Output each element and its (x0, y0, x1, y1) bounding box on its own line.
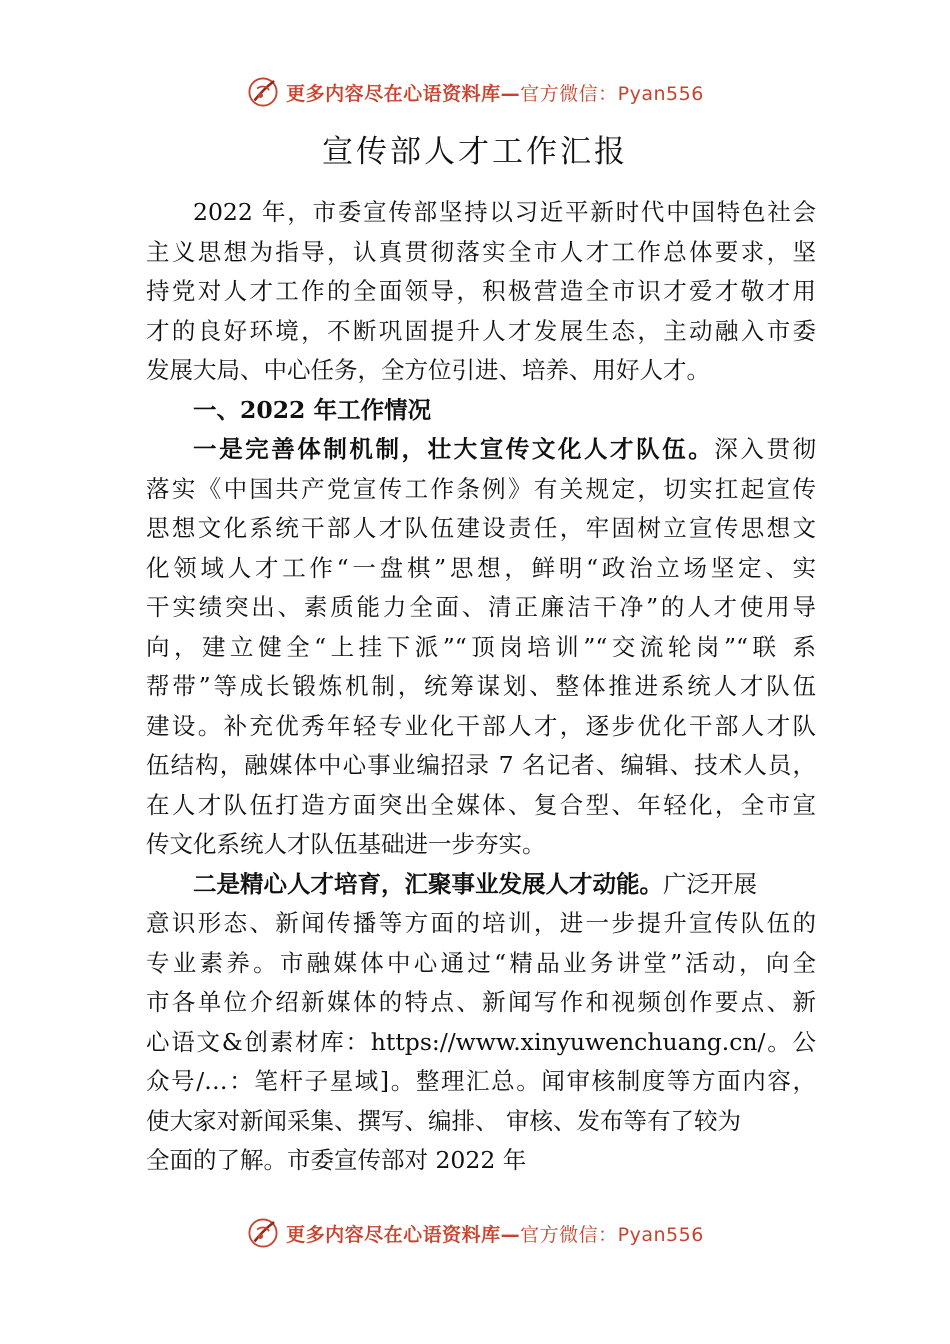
text-line (146, 430, 816, 470)
document-title: 宣传部人才工作汇报 (322, 134, 628, 170)
text-line: 众号/…：笔杆子星域]。整理汇总。闻审核制度等方面内容， (146, 1067, 816, 1095)
text-line: 向，建立健全“上挂下派”“顶岗培训”“交流轮岗”“联 系 (146, 632, 816, 661)
document-body (146, 193, 816, 1181)
line-rest: 广泛开展 (663, 869, 757, 898)
text-line: 主义思想为指导，认真贯彻落实全市人才工作总体要求，坚 (146, 237, 816, 266)
header-watermark-banner (0, 72, 950, 112)
text-line: 化领域人才工作“一盘棋”思想，鲜明“政治立场坚定、实 (146, 553, 816, 582)
text-line: 发展大局、中心任务，全方位引进、培养、用好人才。 (146, 356, 710, 384)
text-line: 使大家对新闻采集、撰写、编排、 审核、发布等有了较为 (146, 1106, 741, 1135)
pen-logo-icon (246, 75, 280, 109)
text-line: 帮带”等成长锻炼机制，统筹谋划、整体推进系统人才队伍 (146, 672, 816, 700)
text-line: 2022 年，市委宣传部坚持以习近平新时代中国特色社会 (193, 198, 816, 226)
text-line: 干实绩突出、素质能力全面、清正廉洁干净”的人才使用导 (146, 593, 816, 621)
text-line (146, 865, 816, 905)
banner-wechat: 官方微信：Pyan556 (520, 82, 704, 105)
text-line: 专业素养。市融媒体中心通过“精品业务讲堂”活动，向全 (146, 948, 816, 977)
bold-lead: 二是精心人才培育，汇聚事业发展人才动能。 (193, 869, 663, 898)
text-line: 在人才队伍打造方面突出全媒体、复合型、年轻化，全市宣 (146, 790, 816, 819)
banner-text: 更多内容尽在心语资料库— (286, 82, 521, 105)
footer-watermark-banner (0, 1213, 950, 1253)
line-rest: 深入贯彻 (714, 435, 817, 463)
text-line: 落实《中国共产党宣传工作条例》有关规定，切实扛起宣传 (146, 474, 816, 503)
banner-wechat: 官方微信：Pyan556 (520, 1223, 704, 1246)
text-line: 才的良好环境，不断巩固提升人才发展生态，主动融入市委 (146, 316, 816, 345)
text-line: 建设。补充优秀年轻专业化干部人才，逐步优化干部人才队 (146, 711, 816, 740)
text-line: 伍结构，融媒体中心事业编招录 7 名记者、编辑、技术人员， (146, 751, 816, 779)
text-line: 意识形态、新闻传播等方面的培训，进一步提升宣传队伍的 (146, 909, 816, 937)
text-line: 全面的了解。市委宣传部对 2022 年 (146, 1146, 527, 1174)
text-line: 心语文&创素材库：https://www.xinyuwenchuang.cn/。公 (146, 1027, 816, 1056)
banner-text: 更多内容尽在心语资料库— (286, 1223, 521, 1246)
text-line: 传文化系统人才队伍基础进一步夯实。 (146, 830, 546, 858)
text-line: 思想文化系统干部人才队伍建设责任，牢固树立宣传思想文 (146, 514, 816, 542)
text-line: 持党对人才工作的全面领导，积极营造全市识才爱才敬才用 (146, 277, 816, 305)
text-line: 一、2022 年工作情况 (193, 395, 432, 424)
bold-lead: 一是完善体制机制，壮大宣传文化人才队伍。 (193, 435, 715, 463)
text-line: 市各单位介绍新媒体的特点、新闻写作和视频创作要点、新 (146, 988, 816, 1016)
pen-logo-icon (246, 1216, 280, 1250)
